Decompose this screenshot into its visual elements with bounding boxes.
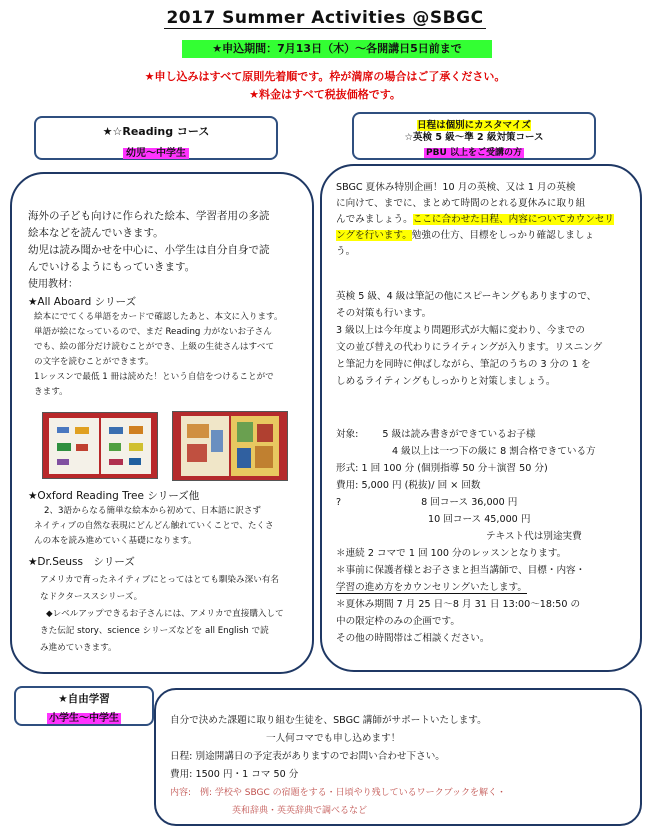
eiken-intro-text: 勉強の仕方、目標をしっかり確認しましょ [411, 230, 595, 241]
all-aboard-title: ★All Aboard シリーズ [28, 296, 137, 308]
eiken-intro-text: んでみましょう。 [336, 214, 413, 225]
note-counseling-underlined: 学習の進め方をカウンセリングいたします。 [336, 582, 527, 593]
eiken-custom-schedule: 日程は個別にカスタマイズ [417, 120, 531, 131]
all-aboard-line: でも、絵の部分だけ読むことができ、上級の生徒さんはすべて [34, 342, 275, 352]
eiken-intro-line: う。 [336, 246, 356, 257]
reading-intro-line: 幼児は読み聞かせを中心に、小学生は自分自身で読 [28, 244, 270, 256]
oxford-line: ネイティブの自然な表現にどんどん触れていくことで、たくさ [34, 521, 274, 531]
fee-8-lessons: 8 回コース 36,000 円 [421, 497, 518, 508]
free-study-details [170, 712, 634, 820]
reading-course-title: ★☆Reading コース [102, 125, 210, 138]
eiken-course-title: ☆英検 5 級～準 2 級対策コース [404, 132, 544, 143]
eiken-course-target: PBU 以上をご受講の方 [426, 148, 522, 158]
fee-per-lesson: 費用: 5,000 円 (税抜)/ 回 × 回数 [336, 480, 481, 491]
target-level5: 5 級は読み書きができているお子様 [382, 429, 536, 440]
page-title: 2017 Summer Activities @SBGC [166, 8, 484, 28]
eiken-course-header [352, 112, 596, 160]
lesson-format: 形式: 1 回 100 分 (個別指導 50 分＋演習 50 分) [336, 463, 548, 474]
eiken-info [336, 426, 634, 647]
note-counseling: ＊事前に保護者様とお子さまと担当講師で、目標・内容・ [336, 565, 586, 576]
all-aboard-line: 単語が絵になっているので、まだ Reading 力がないお子さん [34, 327, 272, 337]
oxford-description [34, 504, 304, 549]
notice-tax: ★料金はすべて税抜価格です。 [249, 88, 401, 101]
free-study-header [14, 686, 154, 726]
target-level4: 4 級以上は一つ下の級に 8 割合格できている方 [392, 446, 596, 457]
textbook-fee: テキスト代は別途実費 [486, 531, 582, 542]
eiken-detail-line: その対策も行います。 [336, 308, 432, 319]
reading-intro-line: 絵本などを読んでいきます。 [28, 227, 164, 239]
all-aboard-line: の文字を読むことができます。 [34, 357, 154, 367]
reading-course-target: 幼児～中学生 [123, 148, 189, 159]
eiken-intro-line: に向けて、までに、まとめて時間のとれる夏休みに取り組 [336, 198, 586, 209]
eiken-counseling-highlight: ここに合わせた日程、内容についてカウンセリ [412, 214, 615, 225]
oxford-title: ★Oxford Reading Tree シリーズ他 [28, 490, 200, 502]
eiken-detail-line: しめるライティングもしっかりと対策しましょう。 [336, 376, 556, 387]
eiken-detail-line: 文の並び替えの代わりにライティングが入ります。リスニング [336, 342, 603, 353]
deadline-banner: ★申込期間：7月13日（木）～各開講日5日前まで [182, 40, 492, 58]
oxford-line: 2、3語からなる簡単な絵本から初めて、日本語に訳さず [44, 506, 262, 516]
eiken-detail-line: と筆記力を同時に伸ばしながら、筆記のうちの 3 分の 1 を [336, 359, 591, 370]
free-study-title: ★自由学習 [58, 693, 110, 705]
free-study-schedule: 日程: 別途開講日の予定表がありますのでお問い合わせ下さい。 [170, 751, 445, 762]
dr-seuss-title: ★Dr.Seuss シリーズ [28, 556, 135, 568]
dr-seuss-line: きた伝記 story、science シリーズなどを all English で読 [40, 626, 269, 636]
notice-first-come: ★申し込みはすべて原則先着順です。枠が満席の場合はご了承ください。 [144, 70, 506, 83]
all-aboard-description [34, 310, 304, 400]
oxford-line: んの本を読み進めていく基礎になります。 [34, 536, 197, 546]
all-aboard-line: 絵本にでてくる単語をカードで確認したあと、本文に入ります。 [34, 312, 283, 322]
reading-course-header [34, 116, 278, 160]
target-label: 対象: [336, 429, 359, 440]
free-study-fee: 費用: 1500 円・1 コマ 50 分 [170, 769, 299, 780]
note-consult: その他の時間帯はご相談ください。 [336, 633, 490, 644]
eiken-detail-line: 英検 5 級、4 級は筆記の他にスピーキングもありますので、 [336, 291, 597, 302]
free-study-target: 小学生～中学生 [49, 713, 119, 724]
free-study-line: 自分で決めた課題に取り組む生徒を、SBGC 講師がサポートいたします。 [170, 715, 487, 726]
fee-10-lessons: 10 回コース 45,000 円 [428, 514, 531, 525]
all-aboard-line: きます。 [34, 387, 68, 397]
free-study-line: 一人何コマでも申し込めます！ [266, 733, 401, 744]
eiken-details [336, 288, 634, 390]
eiken-counseling-highlight: ングを行います。 [336, 230, 412, 241]
eiken-detail-line: 3 級以上は今年度より問題形式が大幅に変わり、今までの [336, 325, 585, 336]
dr-seuss-description [40, 572, 306, 657]
dr-seuss-line: み進めていきます。 [40, 643, 117, 653]
eiken-intro [336, 180, 634, 260]
materials-label: 使用教材： [28, 279, 78, 290]
oxford-book-photo [172, 411, 288, 481]
note-period-limit: 中の限定枠のみの企画です。 [336, 616, 460, 627]
note-consecutive: ＊連続 2 コマで 1 回 100 分のレッスンとなります。 [336, 548, 567, 559]
dr-seuss-line: ◆レベルアップできるお子さんには、アメリカで直接購入して [46, 609, 284, 619]
fee-mark: ? [336, 497, 342, 508]
free-study-content: 内容: 例: 学校や SBGC の宿題をする・日頃やり残しているワークブックを解く・ [170, 788, 507, 798]
free-study-content-cont: 英和辞典・英英辞典で調べるなど [232, 806, 368, 816]
reading-intro-line: んでいけるようにもっていきます。 [28, 261, 196, 273]
reading-intro-line: 海外の子ども向けに作られた絵本、学習者用の多読 [28, 210, 270, 222]
eiken-intro-line: SBGC 夏休み特別企画！10 月の英検、又は 1 月の英検 [336, 182, 576, 193]
note-period: ＊夏休み期間 7 月 25 日～8 月 31 日 13:00～18:50 の [336, 599, 581, 610]
dr-seuss-line: なドクターススシリーズ。 [40, 592, 143, 602]
dr-seuss-line: アメリカで育ったネイティブにとってはとても馴染み深い有名 [40, 575, 279, 585]
all-aboard-line: 1レッスンで最低 1 冊は読めた！という自信をつけることがで [34, 372, 274, 382]
all-aboard-book-photo [42, 412, 158, 479]
reading-intro [28, 208, 306, 293]
